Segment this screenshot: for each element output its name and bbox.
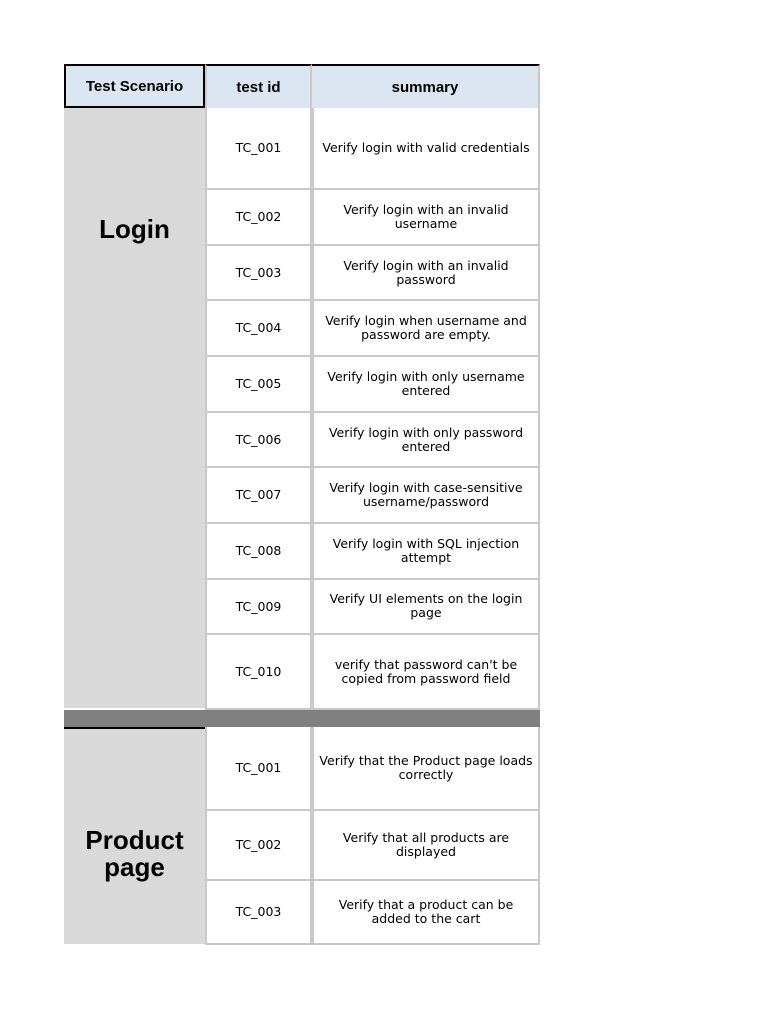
summary-cell[interactable]: Verify UI elements on the login page [312,580,540,635]
summary-cell[interactable]: Verify that a product can be added to the cart [312,881,540,945]
scenario-product-page[interactable]: Product page [64,729,205,944]
test-id-cell[interactable]: TC_008 [205,524,312,580]
test-id-cell[interactable]: TC_006 [205,413,312,468]
scenario-login[interactable]: Login [64,108,205,708]
summary-cell[interactable]: Verify login with valid credentials [312,108,540,190]
header-test-id[interactable]: test id [205,64,312,108]
summary-cell[interactable]: Verify that all products are displayed [312,811,540,881]
test-id-cell[interactable]: TC_010 [205,635,312,710]
summary-cell[interactable]: Verify login with an invalid username [312,190,540,246]
test-id-cell[interactable]: TC_009 [205,580,312,635]
test-id-cell[interactable]: TC_002 [205,190,312,246]
header-test-scenario[interactable]: Test Scenario [64,64,205,108]
test-id-cell[interactable]: TC_003 [205,881,312,945]
summary-cell[interactable]: Verify login with an invalid password [312,246,540,301]
test-id-cell[interactable]: TC_001 [205,727,312,811]
summary-cell[interactable]: Verify login with only password entered [312,413,540,468]
header-summary[interactable]: summary [312,64,540,108]
test-id-cell[interactable]: TC_005 [205,357,312,413]
test-id-cell[interactable]: TC_002 [205,811,312,881]
summary-cell[interactable]: Verify login with case-sensitive username/password [312,468,540,524]
test-id-cell[interactable]: TC_001 [205,108,312,190]
group-separator [64,710,540,727]
test-id-cell[interactable]: TC_003 [205,246,312,301]
test-id-cell[interactable]: TC_004 [205,301,312,357]
test-id-cell[interactable]: TC_007 [205,468,312,524]
summary-cell[interactable]: Verify login with only username entered [312,357,540,413]
summary-cell[interactable]: verify that password can't be copied from password field [312,635,540,710]
summary-cell[interactable]: Verify login when username and password are empty. [312,301,540,357]
summary-cell[interactable]: Verify that the Product page loads correctly [312,727,540,811]
summary-cell[interactable]: Verify login with SQL injection attempt [312,524,540,580]
